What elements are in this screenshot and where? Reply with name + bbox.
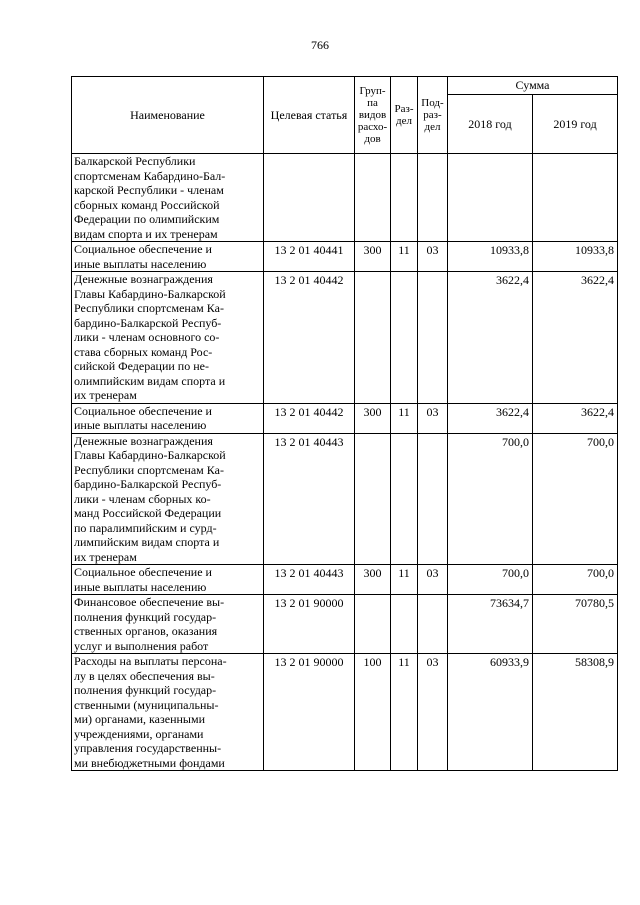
cell-group bbox=[355, 154, 391, 242]
header-sum: Сумма bbox=[448, 77, 618, 95]
cell-group: 300 bbox=[355, 403, 391, 433]
table-row bbox=[72, 654, 618, 771]
cell-subsection bbox=[418, 272, 448, 404]
cell-subsection: 03 bbox=[418, 242, 448, 272]
cell-target bbox=[264, 154, 355, 242]
cell-target: 13 2 01 90000 bbox=[264, 595, 355, 654]
cell-target: 13 2 01 40441 bbox=[264, 242, 355, 272]
header-2019: 2019 год bbox=[533, 95, 618, 154]
table-row bbox=[72, 403, 618, 433]
cell-y2019: 3622,4 bbox=[533, 272, 618, 404]
header-subsection: Под-раз-дел bbox=[418, 77, 448, 154]
cell-subsection bbox=[418, 433, 448, 565]
cell-y2019: 700,0 bbox=[533, 565, 618, 595]
cell-group: 300 bbox=[355, 242, 391, 272]
cell-y2019: 70780,5 bbox=[533, 595, 618, 654]
header-name: Наименование bbox=[72, 77, 264, 154]
cell-y2018: 73634,7 bbox=[448, 595, 533, 654]
cell-name: Финансовое обеспечение вы- полнения функций государ- ственных органов, оказания услуг и выполнения работ bbox=[72, 595, 264, 654]
cell-target: 13 2 01 40443 bbox=[264, 565, 355, 595]
header-2018: 2018 год bbox=[448, 95, 533, 154]
cell-name: Социальное обеспечение и иные выплаты населению bbox=[72, 403, 264, 433]
cell-name: Социальное обеспечение и иные выплаты населению bbox=[72, 242, 264, 272]
cell-name: Денежные вознаграждения Главы Кабардино-Балкарской Республики спортсменам Ка- бардино-Балкарской Респуб- лики - членам основного со- става сборных команд Рос- сийской Федерации по не- олимпийским видам спорта и их тренерам bbox=[72, 272, 264, 404]
cell-subsection bbox=[418, 154, 448, 242]
table-body bbox=[72, 154, 618, 771]
cell-subsection: 03 bbox=[418, 565, 448, 595]
cell-section bbox=[391, 272, 418, 404]
cell-y2019: 58308,9 bbox=[533, 654, 618, 771]
table-row bbox=[72, 242, 618, 272]
cell-section: 11 bbox=[391, 403, 418, 433]
cell-target: 13 2 01 40442 bbox=[264, 403, 355, 433]
cell-section: 11 bbox=[391, 565, 418, 595]
cell-subsection: 03 bbox=[418, 654, 448, 771]
table-row bbox=[72, 154, 618, 242]
cell-group bbox=[355, 595, 391, 654]
cell-name: Денежные вознаграждения Главы Кабардино-Балкарской Республики спортсменам Ка- бардино-Балкарской Респуб- лики - членам сборных ко- манд Российской Федерации по паралимпийским и сурд- лимпийским видам спорта и их тренерам bbox=[72, 433, 264, 565]
cell-y2018: 3622,4 bbox=[448, 272, 533, 404]
header-group: Груп-па видов расхо-дов bbox=[355, 77, 391, 154]
cell-y2019: 3622,4 bbox=[533, 403, 618, 433]
header-section: Раз-дел bbox=[391, 77, 418, 154]
cell-subsection: 03 bbox=[418, 403, 448, 433]
cell-group bbox=[355, 272, 391, 404]
cell-section bbox=[391, 154, 418, 242]
cell-section: 11 bbox=[391, 242, 418, 272]
table-row bbox=[72, 433, 618, 565]
cell-y2018: 700,0 bbox=[448, 433, 533, 565]
cell-y2018: 10933,8 bbox=[448, 242, 533, 272]
cell-group bbox=[355, 433, 391, 565]
table-row bbox=[72, 595, 618, 654]
cell-y2018: 60933,9 bbox=[448, 654, 533, 771]
cell-target: 13 2 01 40442 bbox=[264, 272, 355, 404]
cell-name: Расходы на выплаты персона- лу в целях обеспечения вы- полнения функций государ- ственными (муниципальны- ми) органами, казенными учреждениями, органами управления государственны- ми внебюджетными фондами bbox=[72, 654, 264, 771]
cell-group: 100 bbox=[355, 654, 391, 771]
table-row bbox=[72, 272, 618, 404]
cell-y2018: 700,0 bbox=[448, 565, 533, 595]
cell-y2019: 700,0 bbox=[533, 433, 618, 565]
cell-section bbox=[391, 433, 418, 565]
cell-y2018: 3622,4 bbox=[448, 403, 533, 433]
budget-table bbox=[71, 76, 618, 771]
cell-name: Балкарской Республики спортсменам Кабардино-Бал- карской Республики - членам сборных команд Российской Федерации по олимпийским видам спорта и их тренерам bbox=[72, 154, 264, 242]
cell-target: 13 2 01 40443 bbox=[264, 433, 355, 565]
cell-subsection bbox=[418, 595, 448, 654]
cell-target: 13 2 01 90000 bbox=[264, 654, 355, 771]
cell-y2019: 10933,8 bbox=[533, 242, 618, 272]
cell-section: 11 bbox=[391, 654, 418, 771]
cell-y2019 bbox=[533, 154, 618, 242]
cell-name: Социальное обеспечение и иные выплаты населению bbox=[72, 565, 264, 595]
cell-y2018 bbox=[448, 154, 533, 242]
cell-group: 300 bbox=[355, 565, 391, 595]
cell-section bbox=[391, 595, 418, 654]
page-number: 766 bbox=[311, 38, 329, 52]
header-target: Целевая статья bbox=[264, 77, 355, 154]
table-row bbox=[72, 565, 618, 595]
